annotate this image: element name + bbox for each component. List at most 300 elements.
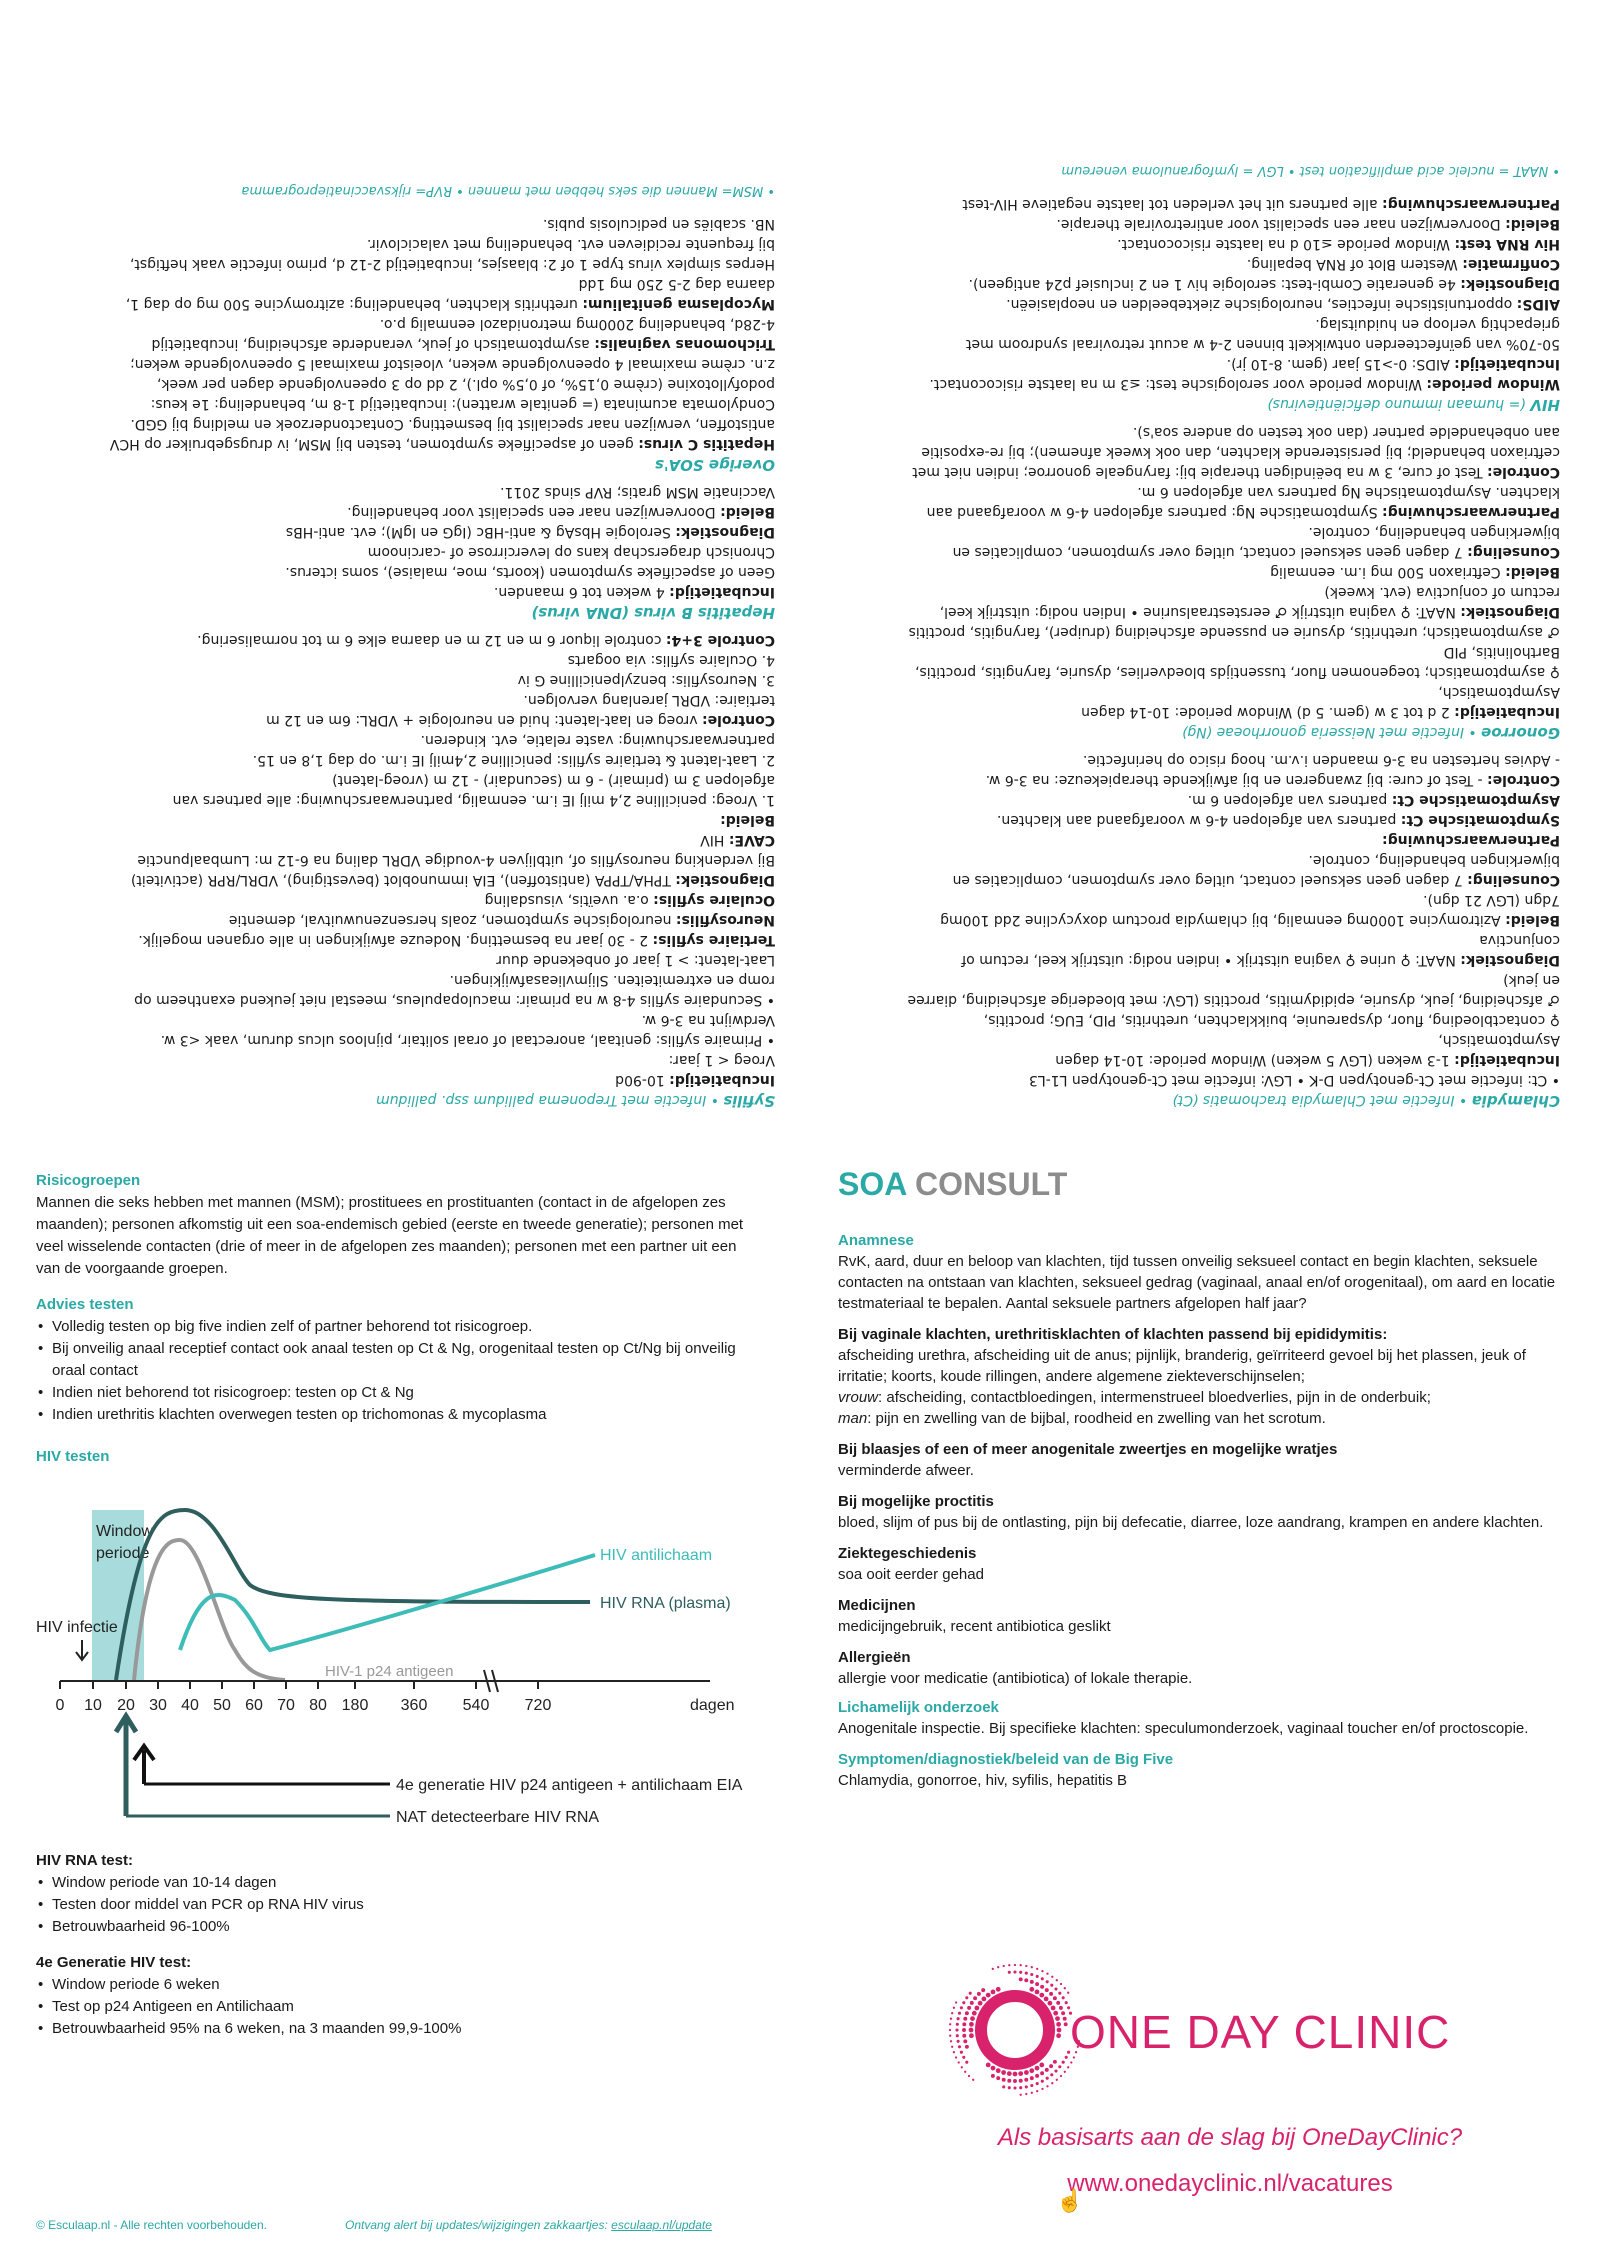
overige-title: Overige SOA's — [654, 456, 775, 474]
logo-dot — [1018, 2071, 1023, 2076]
left-footnote: • MSM= Mannen die seks hebben met mannen • RVP= rijksvaccinatieprogramma — [241, 183, 775, 198]
logo-dot — [1019, 1977, 1023, 1981]
x-tick-label: 80 — [309, 1697, 327, 1714]
list-item: • Testen door middel van PCR op RNA HIV virus — [36, 1894, 756, 1916]
text-line: afgelopen 3 m (primair) - 6 m (secundair) - 12 m (vroeg-latent) — [332, 772, 775, 788]
text-line: ♀ asymptomatisch; toegenomen fluor, tussentijds bloedverlies, dysurie, faryngitis, proctitis, — [915, 664, 1560, 680]
text-line: Hepatitis C virus: geen of aspecifieke symptomen, testen bij MSM, iv drugsgebruiker op HCV — [109, 436, 775, 452]
logo-dot — [1053, 2060, 1057, 2064]
logo-dot — [1029, 1987, 1034, 1992]
logo-dot — [1067, 1992, 1069, 1994]
onedayclinic-logo[interactable] — [945, 1960, 1525, 2100]
logo-dot — [1014, 1964, 1016, 1966]
text-line: Beleid: Doorverwijzen naar een specialist voor antiretrovirale therapie. — [1056, 216, 1560, 232]
right-footnote: • NAAT = nucleic acid amplification test • LGV = lymfogranuloma venereum — [1061, 163, 1560, 178]
text-line: Tertiaire syfilis: 2 - 30 jaar na besmetting. Nodeuze afwijkingen in alle organen mogelijk. — [138, 932, 775, 948]
text-line: Counseling: 7 dagen geen seksueel contact, uitleg over symptomen, complicaties en — [952, 544, 1560, 560]
logo-dot — [981, 1988, 985, 1992]
footer-alert — [345, 2218, 712, 2232]
text-line: Diagnostiek: Serologie HbsAg & anti-HBc (IgG en IgM); evt. anti-HBs — [285, 524, 775, 540]
text-line: Beleid: — [720, 812, 775, 828]
logo-dot — [1025, 1965, 1027, 1967]
consult-title-b: CONSULT — [915, 1166, 1068, 1202]
logo-dot — [1064, 2022, 1068, 2026]
logo-dot — [1054, 2069, 1057, 2072]
logo-dot — [973, 1996, 977, 2000]
logo-dot — [953, 2051, 955, 2053]
list-item: • Volledig testen op big five indien zelf of partner behorend tot risicogroep. — [36, 1316, 756, 1338]
text-line: • Primaire syfilis: genitaal, anorectaal of oraal solitair, pijnloos ulcus durum, vaak <3 w. — [160, 1032, 775, 1048]
logo-dots — [949, 1964, 1080, 2096]
man-line — [838, 1408, 1568, 1429]
logo-dot — [1025, 2093, 1027, 2095]
text-line: Mycoplasma genitalium: urethritis klachten, behandeling: azitromycine 500 mg op dag 1, — [125, 296, 775, 312]
text-line: Beleid: Azitromycine 1000mg eenmalig, bij chlamydia proctum doxycycline 2dd 100mg — [940, 912, 1560, 928]
logo-dot — [1064, 2071, 1066, 2073]
text-line: Vaccinatie MSM gratis; RVP sinds 2011. — [499, 484, 775, 500]
logo-dot — [992, 1968, 994, 1970]
logo-dot — [986, 2063, 991, 2068]
logo-dot — [1031, 2092, 1033, 2094]
logo-dot — [991, 2066, 996, 2071]
logo-dot — [1036, 1968, 1038, 1970]
text-line: 4-28d, behandeling 2000mg metronidazol eenmalig p.o. — [379, 316, 775, 332]
anamnese-title: Anamnese — [838, 1232, 914, 1249]
text-line: Diagnostiek: 4e generatie Combi-test: serologie hiv 1 en 2 inclusief p24 antigeen). — [968, 276, 1560, 292]
logo-dot — [1039, 2063, 1044, 2068]
aller-title: Allergieën — [838, 1649, 911, 1666]
man-label: man — [838, 1410, 868, 1427]
x-tick-label: 60 — [245, 1697, 263, 1714]
hiv-lines — [840, 194, 1560, 393]
p24-curve — [134, 1540, 285, 1680]
logo-dot — [1041, 2088, 1043, 2090]
big5-text: Chlamydia, gonorroe, hiv, syfilis, hepatitis B — [838, 1772, 1128, 1789]
x-tick-label: 720 — [524, 1697, 552, 1714]
list-item: • Betrouwbaarheid 95% na 6 weken, na 3 maanden 99,9-100% — [36, 2018, 756, 2040]
text-line: Diagnostiek: TPHA/TPPA (antistoffen), EIA immunoblot (bevestiging), VDRL/RPR (activiteit) — [130, 872, 775, 888]
logo-dot — [1050, 1984, 1053, 1987]
text-line: 50-70% van geïnfecteerden ontwikkelt binnen 2-4 w acuut retroviraal syndroom met — [966, 336, 1560, 352]
logo-dot — [962, 2056, 965, 2059]
hepb-title: Hepatitis B virus (DNA virus) — [531, 604, 775, 622]
x-tick-label: 70 — [277, 1697, 295, 1714]
logo-dot — [1035, 2074, 1039, 2078]
text-line: aan onbehandelde partner (dan ook testen op andere soa's). — [1132, 424, 1560, 440]
logo-dot — [991, 1990, 996, 1995]
logo-dot — [1002, 2078, 1006, 2082]
logo-dot — [1024, 2078, 1028, 2082]
text-line: en jeuk) — [1503, 972, 1560, 988]
logo-dot — [1062, 1996, 1065, 1999]
rna-curve — [116, 1510, 590, 1680]
logo-dot — [1063, 2017, 1067, 2021]
logo-dot — [1003, 1965, 1005, 1967]
vrouw-line — [838, 1387, 1568, 1408]
footer-alert-link[interactable]: esculaap.nl/update — [611, 2218, 712, 2232]
antilichaam-label: HIV antilichaam — [600, 1547, 713, 1564]
rna-title: HIV RNA test: — [36, 1852, 133, 1869]
chlamydia-sub: • Infectie met Chlamydia trachomatis (Ct) — [1172, 1092, 1468, 1108]
logo-dot — [977, 1992, 981, 1996]
logo-dot — [1036, 1975, 1039, 1978]
text-line: NB. scabiës en pediculosis pubis. — [542, 216, 775, 232]
text-line: Incubatietijd: 4 weken tot 6 maanden. — [493, 584, 775, 600]
x-tick-label: 180 — [341, 1697, 369, 1714]
logo-dot — [1041, 2080, 1044, 2083]
logo-dot — [1070, 2061, 1072, 2063]
logo-dot — [955, 2001, 957, 2003]
logo-dot — [1067, 2066, 1069, 2068]
logo-dot — [1061, 2011, 1065, 2015]
logo-dot — [1013, 1970, 1016, 1973]
logo-dot — [1060, 1983, 1062, 1985]
text-line: Vroeg < 1 jaar: — [668, 1052, 775, 1068]
text-line: bijwerkingen behandeling, controle. — [1308, 524, 1560, 540]
hiv-sub: (= humaan immuno deficiëntievirus) — [1267, 396, 1526, 412]
logo-dot — [991, 2074, 995, 2078]
med-title: Medicijnen — [838, 1597, 916, 1614]
logo-dot — [957, 2017, 960, 2020]
logo-dot — [1025, 2085, 1028, 2088]
logo-dot — [967, 2006, 971, 2010]
logo-dot — [965, 2011, 969, 2015]
logo-dot — [996, 1987, 1001, 1992]
text-line: Oculaire syfilis: o.a. uveïtis, visusdaling — [484, 892, 775, 908]
logo-dot — [968, 2075, 970, 2077]
risico-section — [36, 1170, 756, 1468]
list-item: • Window periode van 10-14 dagen — [36, 1872, 756, 1894]
logo-dot — [1046, 1980, 1049, 1983]
advies-list — [36, 1316, 756, 1426]
logo-text: ONE DAY CLINIC — [1070, 2006, 1451, 2058]
logo-dot — [996, 2068, 1001, 2073]
rna-plasma-label: HIV RNA (plasma) — [600, 1595, 731, 1612]
text-line: Hiv RNA test: Window periode ≤10 d na laatste risicocontact. — [1117, 236, 1560, 252]
hiv-chart — [30, 1500, 780, 1840]
logo-dot — [951, 2046, 953, 2048]
logo-dot — [1056, 1979, 1058, 1981]
text-line: Counseling: 7 dagen geen seksueel contact, uitleg over symptomen, complicaties en — [952, 872, 1560, 888]
syfilis-lines — [45, 630, 775, 1089]
logo-dot — [986, 1993, 991, 1998]
text-line: ceftriaxon behandeld; bij persisterende klachten, dan ook kweek afnemen); bij re-expositie — [921, 444, 1560, 460]
logo-dot — [969, 2022, 974, 2027]
text-line: ♂ asymptomatisch; urethritis, dysurie en pussende afscheiding (druiper), faryngitis, proctitis — [908, 624, 1560, 640]
logo-dot — [1053, 2011, 1058, 2016]
logo-dot — [962, 2001, 965, 2004]
logo-dot — [1029, 2068, 1034, 2073]
logo-dot — [1053, 1996, 1057, 2000]
ziekte-title: Ziektegeschiedenis — [838, 1545, 977, 1562]
text-line: 2. Laat-latent & tertiaire syfilis: penicilline 2,4milj IE i.m. op dag 1,8 en 15. — [252, 752, 775, 768]
text-line: antistoffen, verwijzen naar specialist bij besmetting. Contactonderzoek en melding bij GGD. — [130, 416, 775, 432]
x-tick-label: 30 — [149, 1697, 167, 1714]
text-line: Asymptomatisch, — [1438, 684, 1560, 700]
proct-text: bloed, slijm of pus bij de ontlasting, pijn bij defecatie, diarree, loze aandrang, krampen en andere klachten. — [838, 1514, 1544, 1531]
logo-dot — [1064, 1987, 1066, 1989]
cta-text: Als basisarts aan de slag bij OneDayClinic? — [997, 2124, 1463, 2151]
logo-dot — [1013, 2072, 1018, 2077]
logo-dot — [975, 2006, 980, 2011]
text-line: Partnerwaarschuwing: — [1382, 832, 1560, 848]
logo-dot — [1041, 1977, 1044, 1980]
logo-dot — [1046, 2085, 1048, 2087]
text-line: Bij verdenking neurosyfilis of, uitblijven 4-voudige VDRL daling na 6-12 m: Lumbaalpunctie — [137, 852, 775, 868]
text-line: 4. Oculaire syfilis: via oogarts — [567, 652, 775, 668]
syfilis-column — [45, 180, 775, 1110]
hepb-lines — [45, 482, 775, 601]
text-line: • Secundaire syfilis 4-8 w na primair: maculopapuleus, meestal niet jeukend exantheem op — [134, 992, 775, 1008]
logo-ring — [981, 1996, 1049, 2064]
text-line: Condylomata acuminata (= genitale wratten): incubatietijd 1-8 m, behandeling: 1e keus: — [150, 396, 775, 412]
logo-dot — [957, 2040, 960, 2043]
text-line: - Advies hertesten na 3-6 maanden i.v.m. hoog risico op herinfectie. — [1082, 752, 1560, 768]
man-text: : pijn en zwelling van de bijbal, roodheid en zwelling van het scrotum. — [867, 1410, 1326, 1427]
logo-dot — [1030, 2084, 1033, 2087]
text-line: Incubatietijd: 2 d tot 3 w (gem. 5 d) Window periode: 10-14 dagen — [1081, 704, 1560, 720]
text-line: romp en extremiteiten. Slijmvlieasafwijkingen. — [449, 972, 775, 988]
logo-dot — [978, 2001, 983, 2006]
text-line: CAVE: HIV — [700, 832, 775, 848]
logo-dot — [1025, 1972, 1028, 1975]
logo-dot — [965, 2061, 968, 2064]
logo-dot — [1051, 1976, 1053, 1978]
logo-dot — [972, 2011, 977, 2016]
logo-dot — [1065, 2001, 1068, 2004]
list-item: • Betrouwbaarheid 96-100% — [36, 1916, 756, 1938]
x-tick-label: 20 — [117, 1697, 135, 1714]
hiv-infectie-label: HIV infectie — [36, 1619, 118, 1636]
text-line: Diagnostiek: NAAT: ♀ urine ♀ vagina uitstrijk • indien nodig: uitstrijk keel, rectum of — [961, 952, 1560, 968]
logo-dot — [1049, 1992, 1053, 1996]
logo-dot — [965, 2045, 969, 2049]
vag-text: afscheiding urethra, afscheiding uit de anus; pijnlijk, branderig, geïrriteerd gevoel bij het plassen, jeuk of irritatie; koorts, koude rillingen, andere algemene ziekteverschijnselen; — [838, 1347, 1526, 1385]
ziekte-text: soa ooit eerder gehad — [838, 1566, 984, 1583]
logo-dot — [1048, 2001, 1053, 2006]
logo-dot — [1031, 1966, 1033, 1968]
logo-dot — [1046, 2077, 1049, 2080]
logo-dot — [1046, 1973, 1048, 1975]
vrouw-label: vrouw — [838, 1389, 879, 1406]
text-line: 7dgn (LGV 21 dgn). — [1423, 892, 1560, 908]
vag-title: Bij vaginale klachten, urethritisklachten of klachten passend bij epididymitis — [838, 1326, 1383, 1343]
text-line: Chronisch dragerschap kans op levercirrose of -carcinoom — [367, 544, 775, 560]
text-line: conjunctiva — [1479, 932, 1560, 948]
blaas-text: verminderde afweer. — [838, 1462, 974, 1479]
text-line: bij frequente recidieven evt. behandeling met valaciclovir. — [366, 236, 775, 252]
logo-dot — [962, 2022, 966, 2026]
logo-dot — [1024, 2070, 1029, 2075]
logo-dot — [1056, 2079, 1058, 2081]
gonorroe-lines — [840, 422, 1560, 721]
logo-dot — [1059, 2006, 1063, 2010]
list-item: • Window periode 6 weken — [36, 1974, 756, 1996]
logo-dot — [1035, 1982, 1039, 1986]
logo-dot — [953, 2007, 955, 2009]
text-line: podofyllotoxine (crème 0,15%, of 0,5% opl.), 2 dd op 3 opeenvolgende dagen per week, — [156, 376, 775, 392]
logo-dot — [1007, 2071, 1012, 2076]
text-line: Trichomonas vaginalis: asymptomatisch of jeuk, veranderde afscheiding, incubatietijd — [151, 336, 775, 352]
text-line: Incubatietijd: 1-3 weken (LGV 5 weken) Window periode: 10-14 dagen — [1055, 1052, 1560, 1068]
list-item: • Indien niet behorend tot risicogroep: testen op Ct & Ng — [36, 1382, 756, 1404]
vacatures-link[interactable] — [950, 2170, 1510, 2213]
x-tick-label: 40 — [181, 1697, 199, 1714]
list-item: • Indien urethritis klachten overwegen testen op trichomonas & mycoplasma — [36, 1404, 756, 1426]
logo-dot — [997, 1966, 999, 1968]
med-text: medicijngebruik, recent antibiotica geslikt — [838, 1618, 1111, 1635]
logo-dot — [960, 2006, 963, 2009]
chlamydia-title: Chlamydia — [1471, 1092, 1560, 1110]
gen4-label: 4e generatie HIV p24 antigeen + antilichaam EIA — [396, 1777, 743, 1794]
text-line: Incubatietijd: 10-90d — [615, 1072, 775, 1088]
text-line: bijwerkingen behandeling, controle. — [1308, 852, 1560, 868]
text-line: Laat-latent: > 1 jaar of onbekende duur — [496, 952, 775, 968]
gen4-arrow — [134, 1746, 154, 1784]
logo-dot — [1001, 2070, 1006, 2075]
logo-dot — [1030, 2076, 1034, 2080]
text-line: Verdwijnt na 3-6 w. — [641, 1012, 775, 1028]
text-line: ♂ afscheiding, jeuk, dysurie, epididymitis, proctitis (LGV: met bloederige afscheiding, diarree — [907, 992, 1560, 1008]
logo-dot — [950, 2040, 952, 2042]
overige-lines — [45, 214, 775, 453]
logo-dot — [972, 2079, 974, 2081]
logo-dot — [961, 2066, 963, 2068]
logo-dot — [964, 2071, 966, 2073]
text-line: Bartholinitis, PID — [1443, 644, 1560, 660]
flipped-section — [0, 0, 1600, 1130]
x-unit-label: dagen — [690, 1697, 735, 1714]
gen4-title: 4e Generatie HIV test: — [36, 1954, 192, 1971]
text-line: Beleid: Doorverwijzen naar een specialist voor behandeling. — [347, 504, 775, 520]
logo-dot — [1051, 2082, 1053, 2084]
x-tick-label: 50 — [213, 1697, 231, 1714]
x-tick-label: 540 — [462, 1697, 490, 1714]
logo-dot — [1045, 2068, 1049, 2072]
proct-title: Bij mogelijke proctitis — [838, 1493, 994, 1510]
text-line: Controle 3+4: controle liquor 6 m en 12 m en daarna elke 6 m tot normalisering. — [197, 632, 775, 648]
text-line: Controle: - Test of cure: bij zwangeren en bij afwijkende therapiekeuze: na 3-6 w. — [985, 772, 1560, 788]
x-tick-label: 360 — [400, 1697, 428, 1714]
nat-label: NAT detecteerbare HIV RNA — [396, 1809, 600, 1826]
logo-dot — [963, 2017, 967, 2021]
x-tick-label: 10 — [84, 1697, 102, 1714]
logo-dot — [996, 2076, 1000, 2080]
logo-dot — [1060, 2075, 1062, 2077]
text-line: daarna dag 2-5 250 mg 1dd — [578, 276, 775, 292]
logo-dot — [1036, 2090, 1038, 2092]
text-line: Neurosyfilis: neurologische symptomen, zoals hersenzenuwuitval, dementie — [228, 912, 775, 928]
window-label-2: periode — [96, 1545, 150, 1562]
logo-dot — [1057, 2028, 1062, 2033]
x-ticks — [56, 1681, 552, 1714]
logo-dot — [949, 2035, 951, 2037]
text-line: Asymptomatische Ct: partners van afgelopen 6 m. — [1187, 792, 1560, 808]
risico-title: Risicogroepen — [36, 1172, 141, 1189]
logo-dot — [965, 1996, 968, 1999]
logo-dot — [963, 2039, 967, 2043]
footer-alert-text: Ontvang alert bij updates/wijzigingen zakkaartjes: — [345, 2218, 612, 2232]
advies-title: Advies testen — [36, 1296, 134, 1313]
text-line: Geen of aspecifieke symptomen (koorts, moe, malaise), soms icterus. — [285, 564, 775, 580]
logo-dot — [1002, 2085, 1005, 2088]
consult-title-a: SOA — [838, 1166, 907, 1202]
logo-dot — [958, 2045, 961, 2048]
logo-dot — [1008, 1971, 1011, 1974]
vrouw-text: : afscheiding, contactbloedingen, intermenstrueel bloedverlies, pijn in de onderbuik; — [878, 1389, 1431, 1406]
text-line: 3. Neurosyfilis: benzylpenicilline G iv — [517, 672, 775, 688]
lich-title: Lichamelijk onderzoek — [838, 1699, 999, 1716]
logo-dot — [1036, 2082, 1039, 2085]
text-line: 1. Vroeg: penicilline 2,4 milj IE i.m. eenmalig, partnerwaarschuwing: alle partners van — [172, 792, 775, 808]
logo-dot — [1040, 2071, 1044, 2075]
rna-list — [36, 1872, 756, 1938]
logo-dot — [1050, 2073, 1053, 2076]
logo-dot — [1013, 2086, 1016, 2089]
logo-dot — [1035, 2066, 1040, 2071]
x-tick-label: 0 — [55, 1697, 65, 1714]
logo-dot — [1058, 2065, 1061, 2068]
logo-dot — [1019, 2086, 1022, 2089]
logo-dot — [1008, 1964, 1010, 1966]
text-line: z.n. crème maximaal 4 opeenvolgende weken, vloeistof maximaal 5 opeenvolgende weken; — [130, 356, 775, 372]
logo-dot — [1056, 2033, 1061, 2038]
logo-dot — [1045, 1988, 1049, 1992]
text-line: Beleid: Ceftriaxon 500 mg i.m. eenmalig — [1270, 564, 1560, 580]
logo-dot — [969, 2028, 974, 2033]
footer-copyright: © Esculaap.nl - Alle rechten voorbehouden. — [36, 2218, 267, 2232]
hiv-title: HIV — [1530, 396, 1560, 414]
vacatures-url[interactable]: www.onedayclinic.nl/vacatures — [1067, 2170, 1393, 2197]
text-line: Window periode: Window periode voor serologische test: ≤3 m na laatste risicocontact. — [929, 376, 1560, 392]
logo-dot — [1020, 1964, 1022, 1966]
logo-dot — [1055, 2016, 1060, 2021]
logo-dot — [949, 2029, 951, 2031]
text-line: Incubatietijd: AIDS: 0->15 jaar (gem. 8-10 jr). — [1226, 356, 1560, 372]
logo-dot — [950, 2018, 952, 2020]
logo-dot — [982, 1997, 987, 2002]
gen4-list — [36, 1974, 756, 2040]
chlamydia-column — [840, 160, 1560, 1110]
logo-dot — [1058, 1992, 1061, 1995]
logo-dot — [1024, 1978, 1028, 1982]
logo-dot — [962, 2028, 966, 2032]
hiv-testen-title: HIV testen — [36, 1448, 110, 1465]
text-line: Diagnostiek: NAAT: ♀ vagina uitstrijk ♂ eerstestraalsurine • Indien nodig: uitstrijk keel, — [939, 604, 1560, 620]
logo-dot — [970, 2016, 975, 2021]
text-line: • Ct: infectie met Ct-genotypen D-K • LGV: infectie met Ct-genotypen L1-L3 — [1028, 1072, 1560, 1088]
logo-dot — [1039, 1993, 1044, 1998]
logo-dot — [1030, 1973, 1033, 1976]
gonorroe-title: Gonorroe — [1481, 724, 1560, 742]
logo-dot — [949, 2023, 951, 2025]
logo-dot — [1056, 2001, 1060, 2005]
text-line: tertiaire: VDRL jarenlang vervolgen. — [523, 692, 775, 708]
text-line: ♀ contactbloeding, fluor, dyspareunie, buikklachten, urethritis, PID, EUG; proctitis, — [983, 1012, 1560, 1028]
logo-dot — [1019, 2079, 1023, 2083]
big5-title: Symptomen/diagnostiek/beleid van de Big Five — [838, 1751, 1174, 1768]
logo-dot — [1013, 2079, 1017, 2083]
logo-dot — [1056, 2022, 1061, 2027]
logo-dot — [958, 2061, 960, 2063]
window-label-1: Window — [96, 1523, 153, 1540]
logo-dot — [1035, 1990, 1040, 1995]
infectie-arrow — [76, 1640, 88, 1660]
text-line: Confirmatie: Western Blot of RNA bepaling. — [1246, 256, 1560, 272]
text-line: griepachtig verloop en huiduitslag. — [1315, 316, 1560, 332]
logo-dot — [1020, 2094, 1022, 2096]
anamnese-text: RvK, aard, duur en beloop van klachten, tijd tussen onveilig seksueel contact en begin klachten, seksuele contacten na ontstaan van klachten, seksueel gedrag (vaginaal, anaal en/of orogenitaal), om aard en locatie testmateriaal te bepalen. Aantal seksuele partners afgelopen half jaar? — [838, 1253, 1556, 1312]
